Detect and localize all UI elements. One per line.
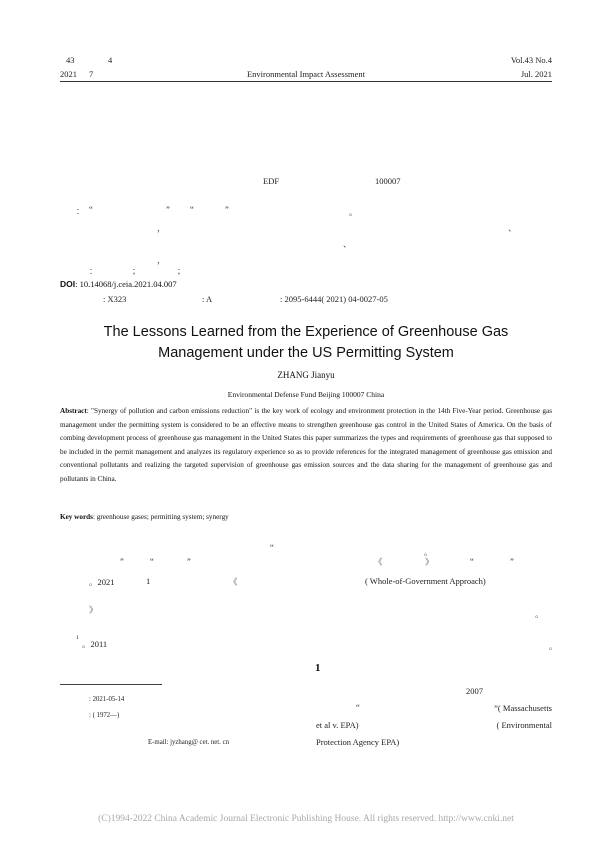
- footnote-rule: [60, 684, 162, 685]
- abstract-text: : "Synergy of pollution and carbon emissions reduction" is the key work of ecology and environment protection in the 14th Five-Year period. Greenhouse gas management under the permitting system is considered to be an effective means to strengthen greenhouse gas control in the United States of America. On the basis of combing development process of greenhouse gas management in the United States this paper summarizes the types and requirements of greenhouse gas that supposed to be included in the permit management and analyzes its regulatory experience so as to provide references for the integrated management of greenhouse gas emission and conventional pollutants and realizing the targeted supervision of greenhouse gas emission sources and the data sharing for the management of greenhouse gas and pollutants in China.: [60, 407, 552, 483]
- cn-abstract-colon: ：: [76, 206, 85, 216]
- cn-quote-close-1: ”: [166, 204, 170, 214]
- clc-number: : X323: [103, 294, 127, 304]
- body-quote-3: ”: [187, 556, 191, 566]
- cn-comma-2: 、: [508, 223, 517, 233]
- body-ref-1: 1: [76, 635, 79, 641]
- cn-quote-open-2: “: [190, 204, 194, 214]
- keywords-text: : greenhouse gases; permitting system; synergy: [92, 513, 229, 521]
- body-quote-2: “: [150, 556, 154, 566]
- body-year-2021: 。2021: [89, 577, 115, 587]
- cn-keywords-colon: ：: [89, 266, 98, 276]
- body-quote-6: “: [356, 702, 360, 712]
- body-book-open-2: 《: [229, 577, 238, 587]
- header-issue: 4: [108, 55, 113, 65]
- doi-line: [60, 279, 177, 289]
- body-period-b: 。: [535, 609, 544, 619]
- cn-keyword-sep-1: ；: [132, 266, 141, 276]
- doi-value: : 10.14068/j.ceia.2021.04.007: [75, 279, 177, 289]
- body-etal: et al v. EPA): [316, 720, 359, 730]
- header-rule: [60, 81, 552, 82]
- header-volume: 43: [66, 55, 75, 65]
- body-period-a: 。: [424, 547, 433, 557]
- cn-affiliation-org: EDF: [263, 176, 280, 186]
- section-heading-1: 1: [315, 662, 321, 674]
- cn-comma-1: ，: [157, 223, 166, 233]
- body-year-2011: 。2011: [82, 639, 108, 649]
- cn-quote-open-1: “: [89, 204, 93, 214]
- doi-label: DOI: [60, 279, 76, 289]
- body-quote-4: “: [470, 556, 474, 566]
- cn-period-1: 。: [349, 207, 358, 217]
- header-journal-title: Environmental Impact Assessment: [246, 69, 366, 79]
- header-date: Jul. 2021: [520, 69, 552, 79]
- footnote-author: : ( 1972—): [89, 712, 120, 719]
- footnote-email: E-mail: jyzhang@ cet. net. cn: [148, 739, 229, 746]
- body-year-2007: 2007: [466, 686, 483, 696]
- body-environmental: ( Environmental: [496, 720, 552, 730]
- keywords-label: Key words: [60, 513, 93, 521]
- header-month: 7: [89, 69, 94, 79]
- document-code: : A: [202, 294, 213, 304]
- body-period-c: 。: [549, 641, 558, 651]
- body-quote-1: ”: [120, 556, 124, 566]
- copyright-notice: (C)1994-2022 China Academic Journal Electronic Publishing House. All rights reserved. http://www.cnki.net: [98, 814, 514, 824]
- body-month-1: 1: [146, 576, 151, 586]
- body-quote-a: “: [270, 542, 274, 552]
- body-book-close-1: 》: [425, 557, 434, 567]
- cn-affiliation-postcode: 100007: [375, 176, 401, 186]
- footnote-received: : 2021-05-14: [89, 696, 125, 703]
- english-author: ZHANG Jianyu: [277, 370, 335, 380]
- body-book-close-2: 》: [89, 605, 98, 615]
- body-book-open-1: 《: [374, 557, 383, 567]
- english-abstract: [60, 405, 552, 487]
- english-affiliation: Environmental Defense Fund Beijing 100007 China: [227, 390, 385, 399]
- body-wog: ( Whole-of-Government Approach): [365, 576, 486, 586]
- header-vol-no: Vol.43 No.4: [510, 55, 552, 65]
- body-quote-5: ”: [510, 556, 514, 566]
- cn-keyword-sep-2: ；: [177, 266, 186, 276]
- body-massachusetts: ”( Massachusetts: [494, 703, 552, 713]
- article-id: : 2095-6444( 2021) 04-0027-05: [280, 294, 388, 304]
- cn-comma-3: ，: [157, 255, 166, 265]
- cn-quote-close-2: ”: [225, 204, 229, 214]
- cn-enum-mark: 、: [343, 239, 352, 249]
- english-keywords: [60, 513, 229, 521]
- header-year: 2021: [60, 69, 77, 79]
- english-title: The Lessons Learned from the Experience of Greenhouse Gas Management under the US Permitting System: [103, 324, 509, 361]
- abstract-label: Abstract: [60, 407, 87, 415]
- body-epa: Protection Agency EPA): [316, 737, 400, 747]
